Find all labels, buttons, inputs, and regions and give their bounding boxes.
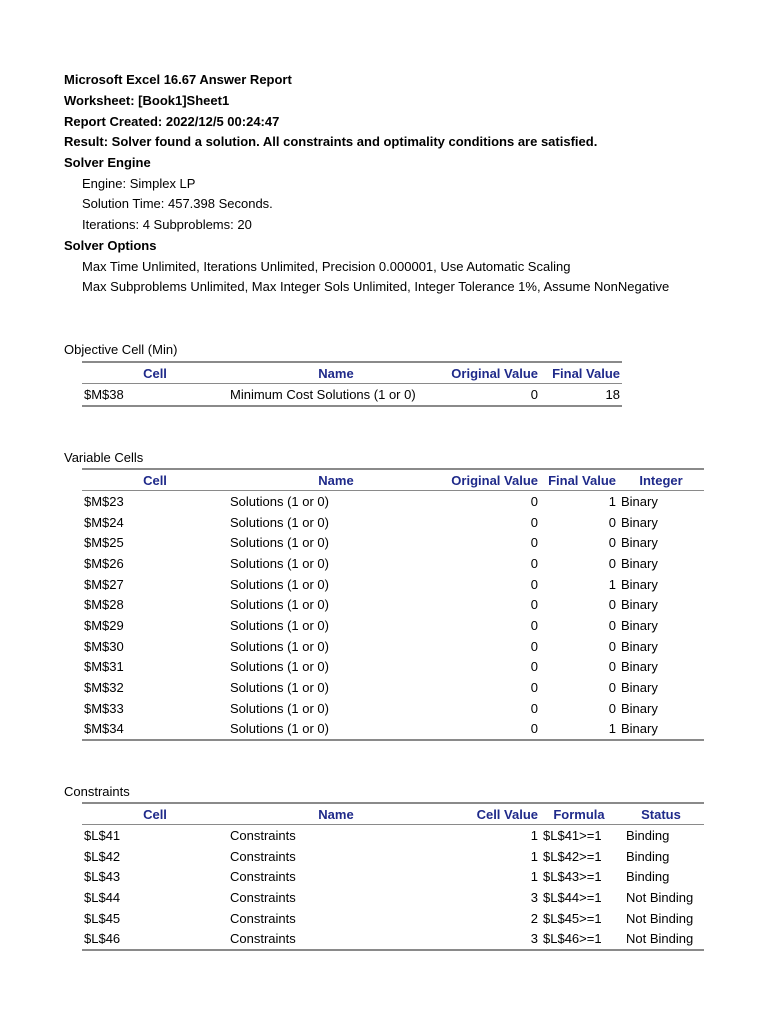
solver-engine-heading: Solver Engine: [64, 155, 151, 170]
col-header-status: Status: [618, 803, 704, 825]
original-value: 0: [530, 680, 538, 696]
options-line-1: Max Time Unlimited, Iterations Unlimited, Precision 0.000001, Use Automatic Scaling: [82, 259, 571, 274]
table-row: [82, 636, 704, 657]
cell-value: 1: [530, 848, 538, 864]
table-row: [82, 491, 704, 512]
final-value: 1: [608, 576, 616, 592]
cell-name: Constraints: [230, 889, 296, 905]
col-header-name: Name: [228, 362, 444, 384]
variables-section-title: Variable Cells: [64, 450, 144, 465]
original-value: 0: [530, 555, 538, 571]
original-value: 0: [530, 514, 538, 530]
cell-ref: $M$27: [84, 576, 124, 592]
status: Binding: [626, 827, 670, 843]
report-title: Microsoft Excel 16.67 Answer Report: [64, 72, 292, 87]
cell-ref: $L$42: [84, 848, 121, 864]
table-row: [82, 719, 704, 741]
cell-ref: $M$23: [84, 493, 124, 509]
table-row: [82, 825, 704, 846]
table-header-row: [82, 469, 704, 491]
table-row: [82, 846, 704, 867]
solution-time: Solution Time: 457.398 Seconds.: [82, 196, 273, 211]
final-value: 0: [608, 555, 616, 571]
status: Not Binding: [626, 910, 694, 926]
cell-value: 1: [530, 827, 538, 843]
col-header-cell: Cell: [82, 469, 228, 491]
original-value: 0: [530, 493, 538, 509]
variables-table: [82, 468, 704, 741]
col-header-original-value: Original Value: [444, 469, 540, 491]
cell-ref: $M$34: [82, 719, 228, 741]
final-value: 1: [540, 719, 618, 741]
result-message: Result: Solver found a solution. All constraints and optimality conditions are satisfied.: [64, 134, 598, 149]
cell-ref: $L$45: [84, 910, 121, 926]
cell-ref: $M$30: [84, 638, 124, 654]
final-value: 18: [540, 384, 622, 406]
original-value: 0: [444, 719, 540, 741]
col-header-name: Name: [228, 803, 444, 825]
final-value: 0: [608, 617, 616, 633]
table-row: [82, 657, 704, 678]
cell-ref: $M$31: [84, 659, 124, 675]
cell-name: Solutions (1 or 0): [230, 680, 329, 696]
cell-name: Constraints: [230, 827, 296, 843]
status: Binding: [626, 869, 670, 885]
original-value: 0: [530, 700, 538, 716]
status: Not Binding: [618, 928, 704, 950]
cell-name: Solutions (1 or 0): [230, 700, 329, 716]
worksheet-label: Worksheet: [Book1]Sheet1: [64, 93, 230, 108]
col-header-formula: Formula: [540, 803, 618, 825]
col-header-original-value: Original Value: [444, 362, 540, 384]
original-value: 0: [530, 659, 538, 675]
col-header-cell: Cell: [82, 803, 228, 825]
cell-ref: $M$28: [84, 597, 124, 613]
formula: $L$43>=1: [543, 869, 602, 885]
table-header-row: [82, 362, 622, 384]
cell-ref: $M$25: [84, 535, 124, 551]
table-row: [82, 677, 704, 698]
integer-type: Binary: [621, 493, 658, 509]
cell-name: Constraints: [228, 928, 444, 950]
cell-name: Constraints: [230, 910, 296, 926]
formula: $L$41>=1: [543, 827, 602, 843]
cell-ref: $L$41: [84, 827, 121, 843]
cell-value: 3: [530, 889, 538, 905]
cell-ref: $L$43: [84, 869, 121, 885]
final-value: 0: [608, 638, 616, 654]
formula: $L$46>=1: [540, 928, 618, 950]
table-header-row: [82, 803, 704, 825]
final-value: 0: [608, 659, 616, 675]
integer-type: Binary: [621, 680, 658, 696]
iterations-info: Iterations: 4 Subproblems: 20: [82, 217, 252, 232]
original-value: 0: [530, 638, 538, 654]
original-value: 0: [530, 535, 538, 551]
cell-ref: $L$46: [82, 928, 228, 950]
final-value: 0: [608, 700, 616, 716]
cell-ref: $M$33: [84, 700, 124, 716]
formula: $L$45>=1: [543, 910, 602, 926]
integer-type: Binary: [621, 700, 658, 716]
integer-type: Binary: [618, 719, 704, 741]
cell-name: Solutions (1 or 0): [230, 638, 329, 654]
integer-type: Binary: [621, 617, 658, 633]
cell-ref: $M$32: [84, 680, 124, 696]
final-value: 0: [608, 597, 616, 613]
objective-section-title: Objective Cell (Min): [64, 342, 178, 357]
cell-name: Constraints: [230, 869, 296, 885]
table-row: [82, 908, 704, 929]
col-header-cell-value: Cell Value: [444, 803, 540, 825]
integer-type: Binary: [621, 659, 658, 675]
col-header-cell: Cell: [82, 362, 228, 384]
table-row: [82, 866, 704, 887]
cell-name: Solutions (1 or 0): [230, 493, 329, 509]
cell-name: Constraints: [230, 848, 296, 864]
integer-type: Binary: [621, 638, 658, 654]
final-value: 0: [608, 535, 616, 551]
final-value: 1: [608, 493, 616, 509]
report-created: Report Created: 2022/12/5 00:24:47: [64, 114, 280, 129]
cell-name: Solutions (1 or 0): [230, 514, 329, 530]
table-row: [82, 615, 704, 636]
col-header-integer: Integer: [618, 469, 704, 491]
original-value: 0: [530, 576, 538, 592]
cell-name: Solutions (1 or 0): [230, 535, 329, 551]
cell-ref: $M$29: [84, 617, 124, 633]
constraints-section-title: Constraints: [64, 784, 130, 799]
integer-type: Binary: [621, 555, 658, 571]
cell-value: 2: [530, 910, 538, 926]
original-value: 0: [530, 597, 538, 613]
table-row: [82, 887, 704, 908]
table-row: [82, 384, 622, 406]
engine-type: Engine: Simplex LP: [82, 176, 196, 191]
variables-table-body: [82, 491, 704, 741]
table-row: [82, 698, 704, 719]
cell-ref: $M$24: [84, 514, 124, 530]
cell-value: 1: [530, 869, 538, 885]
status: Not Binding: [626, 889, 694, 905]
formula: $L$42>=1: [543, 848, 602, 864]
objective-table: [82, 361, 622, 407]
solver-options-heading: Solver Options: [64, 238, 157, 253]
constraints-table-body: [82, 825, 704, 951]
original-value: 0: [530, 617, 538, 633]
cell-value: 3: [444, 928, 540, 950]
table-row: [82, 594, 704, 615]
integer-type: Binary: [621, 576, 658, 592]
cell-name: Solutions (1 or 0): [228, 719, 444, 741]
col-header-final-value: Final Value: [540, 469, 618, 491]
cell-name: Solutions (1 or 0): [230, 576, 329, 592]
col-header-name: Name: [228, 469, 444, 491]
col-header-final-value: Final Value: [540, 362, 622, 384]
integer-type: Binary: [621, 514, 658, 530]
cell-name: Solutions (1 or 0): [230, 617, 329, 633]
table-row: [82, 928, 704, 950]
options-line-2: Max Subproblems Unlimited, Max Integer Sols Unlimited, Integer Tolerance 1%, Assume NonNegative: [82, 279, 670, 294]
integer-type: Binary: [621, 535, 658, 551]
cell-name: Solutions (1 or 0): [230, 597, 329, 613]
cell-name: Solutions (1 or 0): [230, 659, 329, 675]
cell-name: Minimum Cost Solutions (1 or 0): [228, 384, 444, 406]
table-row: [82, 574, 704, 595]
cell-name: Solutions (1 or 0): [230, 555, 329, 571]
table-row: [82, 512, 704, 533]
table-row: [82, 532, 704, 553]
integer-type: Binary: [621, 597, 658, 613]
table-row: [82, 553, 704, 574]
final-value: 0: [608, 680, 616, 696]
cell-ref: $M$38: [82, 384, 228, 406]
formula: $L$44>=1: [543, 889, 602, 905]
final-value: 0: [608, 514, 616, 530]
cell-ref: $M$26: [84, 555, 124, 571]
status: Binding: [626, 848, 670, 864]
cell-ref: $L$44: [84, 889, 121, 905]
constraints-table: [82, 802, 704, 951]
original-value: 0: [444, 384, 540, 406]
